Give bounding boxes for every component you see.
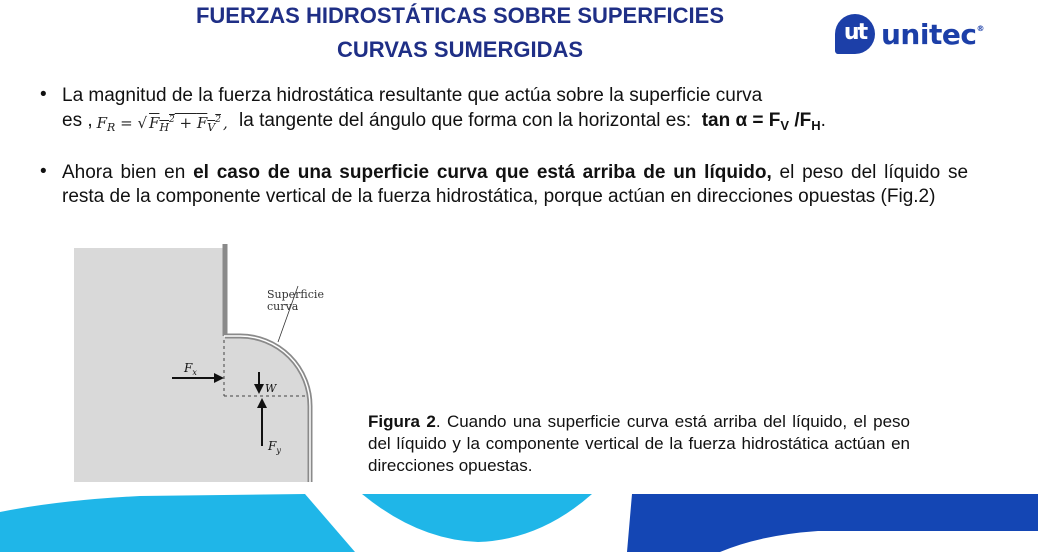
- formula-fv-sup: 2: [215, 115, 221, 125]
- bullet-1-mid: la tangente del ángulo que forma con la horizontal es:: [233, 110, 702, 131]
- w-label: W: [265, 382, 277, 395]
- bullet-2-pre: Ahora bien en: [62, 162, 194, 183]
- formula-plus: +: [174, 114, 197, 132]
- bullet-1-es: es ,: [62, 110, 93, 131]
- formula-fh: F: [149, 114, 160, 132]
- formula-fv: F: [196, 114, 208, 132]
- logo-word-text: unitec: [881, 18, 977, 51]
- tan-a: tan α = F: [701, 110, 781, 131]
- fx-label-sub: x: [192, 368, 197, 377]
- unitec-logo: [835, 14, 984, 58]
- tan-sub-v: V: [780, 118, 790, 133]
- surface-label-1: Superficie: [267, 288, 324, 301]
- formula-radicand: [147, 114, 223, 132]
- formula-fh-sup: 2: [169, 115, 175, 125]
- logo-mark-icon: ut: [835, 14, 875, 54]
- fluid-region: [74, 248, 224, 482]
- fy-label-f: F: [268, 439, 277, 453]
- fx-label-f: F: [184, 361, 193, 375]
- formula-comma: ,: [222, 114, 228, 132]
- page-title-line-1: FUERZAS HIDROSTÁTICAS SOBRE SUPERFICIES: [195, 3, 725, 28]
- tan-b: /F: [789, 110, 812, 131]
- formula-eq-sqrt: = √: [115, 114, 148, 132]
- caption-bold: Figura 2: [368, 412, 436, 431]
- bullet-1-marker: •: [40, 84, 47, 105]
- caption-text: . Cuando una superficie curva está arriba del líquido, el peso del líquido y la componente vertical de la fuerza hidrostática actúan en direcciones opuestas.: [368, 412, 911, 475]
- figure-caption: [368, 411, 910, 477]
- page-title-line-2: CURVAS SUMERGIDAS: [336, 37, 584, 62]
- logo-wordmark: [881, 18, 984, 51]
- bullet-2-bold: el caso de una superficie curva que está arriba de un líquido,: [193, 162, 772, 183]
- surface-label-2: curva: [267, 300, 299, 313]
- formula-fr-sub: R: [107, 121, 116, 134]
- formula-fr: F: [96, 114, 108, 132]
- bullet-1-line-1: La magnitud de la fuerza hidrostática resultante que actúa sobre la superficie curva: [62, 85, 763, 106]
- cyan-left-shape: [0, 494, 355, 552]
- logo-registered-mark: ®: [976, 24, 984, 33]
- tan-sub-h: H: [811, 118, 821, 133]
- tan-end: .: [820, 110, 826, 131]
- bullet-2-text: [62, 161, 968, 209]
- blue-right-shape: [627, 494, 1038, 552]
- bullet-1-line-2: [62, 108, 968, 140]
- cyan-center-shape: [362, 494, 592, 542]
- bullet-2-marker: •: [40, 161, 47, 182]
- formula-fv-sub: V: [207, 121, 216, 134]
- figure-2-diagram: [74, 244, 330, 484]
- formula-fh-sub: H: [159, 121, 170, 134]
- bullet-2-post: el peso del líquido se resta de la componente vertical de la fuerza hidrostática, porque actúan en direcciones opuestas (Fig.2): [62, 162, 969, 207]
- fluid-under-curve: [224, 336, 310, 482]
- tangent-formula: [702, 110, 821, 131]
- resultant-force-formula: [97, 108, 228, 140]
- fy-label-sub: y: [276, 446, 281, 455]
